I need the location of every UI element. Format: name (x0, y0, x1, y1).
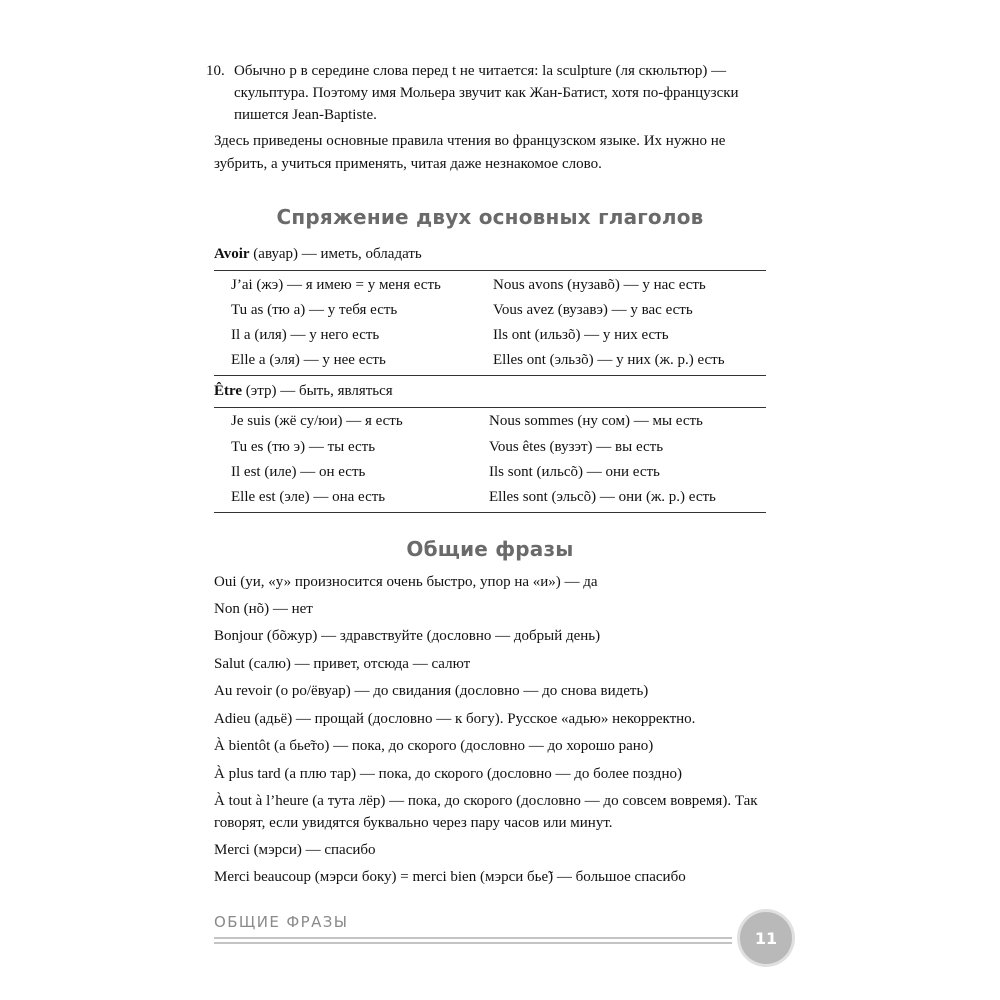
phrase-item: Non (нõ) — нет (214, 601, 313, 617)
verb-word: Être (214, 383, 243, 399)
phrase-item: Oui (уи, «у» произносится очень быстро, упор на «и») — да (214, 574, 598, 590)
footer-rule (214, 937, 732, 939)
phrase-item: Au revoir (о ро/ёвуар) — до свидания (дословно — до снова видеть) (214, 683, 649, 699)
conjugation-left: Tu as (тю а) — у тебя есть (231, 302, 398, 318)
table-divider (214, 512, 766, 513)
rule-line: Обычно p в середине слова перед t не читается: la sculpture (ля скюльтюр) — (234, 63, 727, 79)
phrase-item: Salut (салю) — привет, отсюда — салют (214, 656, 471, 672)
phrase-item: À plus tard (а плю тар) — пока, до скорого (дословно — до более поздно) (214, 766, 682, 782)
phrase-item-continuation: говорят, если увидятся буквально через пару часов или минут. (214, 815, 613, 831)
verb-heading-avoir (214, 243, 422, 265)
conjugation-right: Vous êtes (вузэт) — вы есть (489, 439, 664, 455)
section-title-phrases: Общие фразы (406, 537, 574, 561)
conjugation-right: Vous avez (вузавэ) — у вас есть (493, 302, 693, 318)
conjugation-left: Elle est (эле) — она есть (231, 489, 386, 505)
table-divider (214, 270, 766, 271)
conjugation-left: Elle a (эля) — у нее есть (231, 352, 386, 368)
phrase-item: À bientôt (а бье̃то) — пока, до скорого (дословно — до хорошо рано) (214, 738, 654, 754)
phrase-item: Adieu (адьё) — прощай (дословно — к богу). Русское «адью» некорректно. (214, 711, 696, 727)
verb-heading-etre (214, 380, 393, 402)
table-divider (214, 375, 766, 376)
page-number: 11 (754, 928, 778, 948)
conjugation-left: Il a (иля) — у него есть (231, 327, 380, 343)
phrase-item: Merci beaucoup (мэрси боку) = merci bien (мэрси бье̃) — большое спасибо (214, 869, 686, 885)
conjugation-right: Ils sont (ильсõ) — они есть (489, 464, 660, 480)
conjugation-right: Ils ont (ильзõ) — у них есть (493, 327, 669, 343)
verb-word: Avoir (214, 246, 250, 262)
table-divider (214, 407, 766, 408)
conjugation-right: Elles ont (эльзõ) — у них (ж. р.) есть (493, 352, 725, 368)
page-number-badge (740, 912, 792, 964)
intro-paragraph (214, 130, 725, 176)
phrase-item: Bonjour (бõжур) — здравствуйте (дословно — добрый день) (214, 628, 601, 644)
phrase-item: Merci (мэрси) — спасибо (214, 842, 376, 858)
verb-gloss: (авуар) — иметь, обладать (249, 246, 422, 262)
rule-number: 10. (206, 63, 225, 79)
conjugation-left: Il est (иле) — он есть (231, 464, 366, 480)
section-title-conjugation: Спряжение двух основных глаголов (276, 205, 704, 229)
conjugation-right: Nous sommes (ну сом) — мы есть (489, 413, 703, 429)
verb-gloss: (этр) — быть, являться (242, 383, 393, 399)
rule-line: скульптура. Поэтому имя Мольера звучит как Жан-Батист, хотя по-французски (234, 85, 739, 101)
intro-line: Здесь приведены основные правила чтения во французском языке. Их нужно не (214, 133, 726, 149)
intro-line: зубрить, а учиться применять, читая даже незнакомое слово. (214, 156, 602, 172)
phrase-item: À tout à l’heure (а тута лёр) — пока, до скорого (дословно — до совсем вовремя). Так (214, 793, 758, 809)
running-footer: ОБЩИЕ ФРАЗЫ (214, 913, 349, 931)
rule-text (234, 60, 786, 126)
conjugation-right: Nous avons (нузавõ) — у нас есть (493, 277, 706, 293)
conjugation-right: Elles sont (эльсõ) — они (ж. р.) есть (489, 489, 716, 505)
conjugation-left: J’ai (жэ) — я имею = у меня есть (231, 277, 441, 293)
conjugation-left: Je suis (жё су/юи) — я есть (231, 413, 403, 429)
rule-line: пишется Jean-Baptiste. (234, 107, 377, 123)
conjugation-left: Tu es (тю э) — ты есть (231, 439, 376, 455)
footer-rule (214, 942, 732, 944)
